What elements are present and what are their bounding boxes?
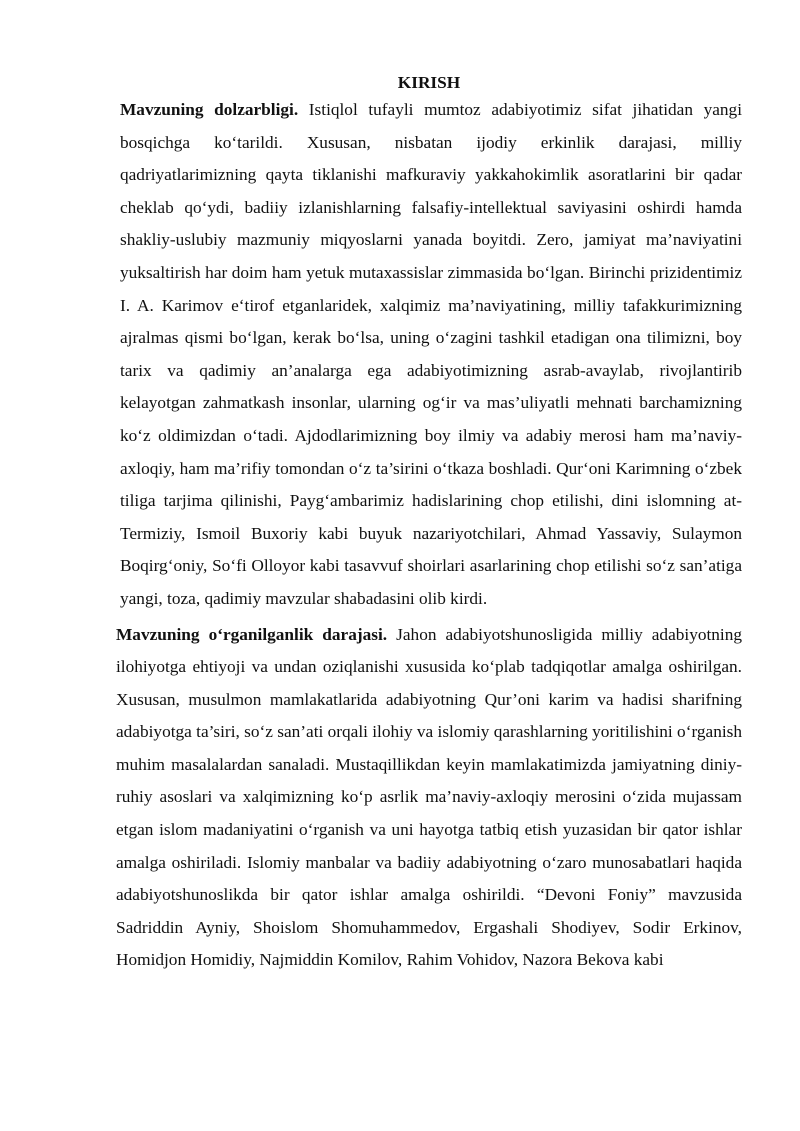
paragraph-study-degree (116, 619, 742, 978)
document-page (116, 72, 742, 977)
paragraph-relevance (116, 94, 742, 616)
paragraph-body-text: Istiqlol tufayli mumtoz adabiyotimiz sifat jihatidan yangi bosqichga ko‘tarildi. Xususan, nisbatan ijodiy erkinlik darajasi, milliy qadriyatlarimizning qayta tiklanishi mafkuraviy yakkahokimlik asoratlarini bir qadar cheklab qo‘ydi, badiiy izlanishlarning falsafiy-intellektual saviyasini oshirdi hamda shakliy-uslubiy mazmuniy miqyoslarni yanada boyitdi. Zero, jamiyat ma’naviyatini yuksaltirish har doim ham yetuk mutaxassislar zimmasida bo‘lgan. Birinchi prizidentimiz I. A. Karimov e‘tirof etganlaridek, xalqimiz ma’naviyatining, milliy tafakkurimizning ajralmas qismi bo‘lgan, kerak bo‘lsa, uning o‘zagini tashkil etadigan ona tilimizni, boy tarix va qadimiy an’analarga ega adabiyotimizning asrab-avaylab, rivojlantirib kelayotgan zahmatkash insonlar, ularning og‘ir va mas’uliyatli mehnati barchamizning ko‘z oldimizdan o‘tadi. Ajdodlarimizning boy ilmiy va adabiy merosi ham ma’naviy-axloqiy, ham ma’rifiy tomondan o‘z ta’sirini o‘tkaza boshladi. Qur‘oni Karimning o‘zbek tiliga tarjima qilinishi, Payg‘ambarimiz hadislarining chop etilishi, dini islomning at-Termiziy, Ismoil Buxoriy kabi buyuk nazariyotchilari, Ahmad Yassaviy, Sulaymon Boqirg‘oniy, So‘fi Olloyor kabi tasavvuf shoirlari asarlarining chop etilishi so‘z san’atiga yangi, toza, qadimiy mavzular shabadasini olib kirdi. (120, 100, 742, 608)
document-title: KIRISH (397, 73, 461, 92)
paragraph-lead-heading: Mavzuning o‘rganilganlik darajasi. (116, 624, 388, 644)
paragraph-lead-heading: Mavzuning dolzarbligi. (120, 100, 299, 119)
paragraph-body-text: Jahon adabiyotshunosligida milliy adabiyotning ilohiyotga ehtiyoji va undan oziqlanishi xususida ko‘plab tadqiqotlar amalga oshirilgan. Xususan, musulmon mamlakatlarida adabiyotning Qur’oni karim va hadisi sharifning adabiyotga ta’siri, so‘z san’ati orqali ilohiy va islomiy qarashlarning yoritilishini o‘rganish muhim masalalardan sanaladi. Mustaqillikdan keyin mamlakatimizda jamiyatning diniy-ruhiy asoslari va xalqimizning ko‘p asrlik ma’naviy-axloqiy merosini o‘zida mujassam etgan islom madaniyatini o‘rganish va uni hayotga tatbiq etish yuzasidan bir qator ishlar amalga oshiriladi. Islomiy manbalar va badiiy adabiyotning o‘zaro munosabatlari haqida adabiyotshunoslikda bir qator ishlar amalga oshirildi. “Devoni Foniy” mavzusida Sadriddin Ayniy, Shoislom Shomuhammedov, Ergashali Shodiyev, Sodir Erkinov, Homidjon Homidiy, Najmiddin Komilov, Rahim Vohidov, Nazora Bekova kabi (116, 624, 743, 970)
